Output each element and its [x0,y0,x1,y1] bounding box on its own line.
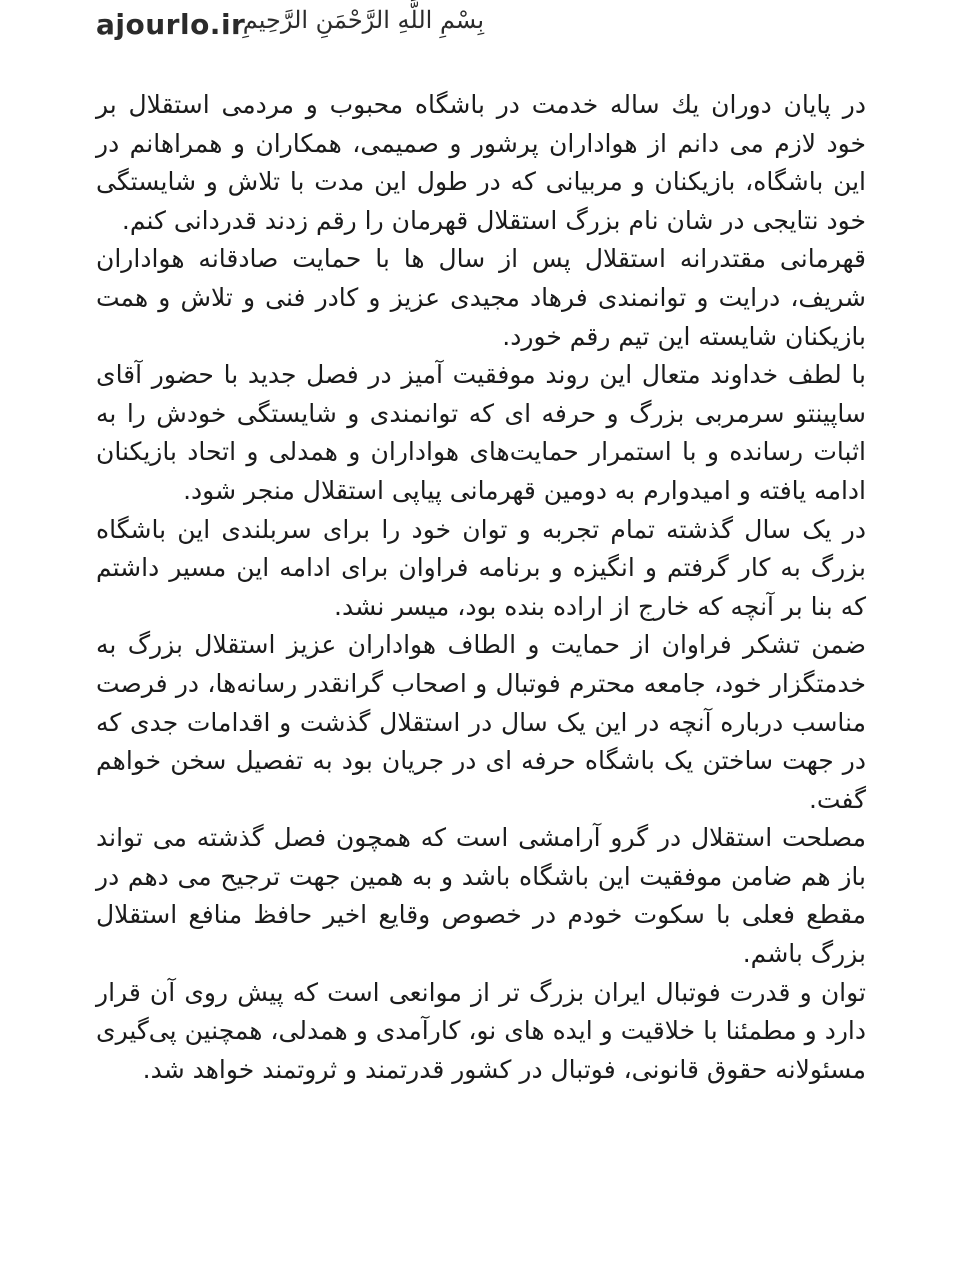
statement-body [96,86,866,1089]
paragraph-1: در پایان دوران یك ساله خدمت در باشگاه محبوب و مردمی استقلال بر خود لازم می دانم از هواداران پرشور و صمیمی، همکاران و همراهانم در این باشگاه، بازیکنان و مربیانی که در طول این مدت با تلاش و شایستگی خود نتایجی در شان نام بزرگ استقلال قهرمان را رقم زدند قدردانی کنم. [96,90,866,235]
paragraph-2: قهرمانی مقتدرانه استقلال پس از سال ها با حمایت صادقانه هواداران شریف، درایت و توانمندی فرهاد مجیدی عزیز و کادر فنی و تلاش و همت بازیکنان شایسته این تیم رقم خورد. [96,244,866,351]
paragraph-5: ضمن تشکر فراوان از حمایت و الطاف هواداران عزیز استقلال بزرگ به خدمتگزار خود، جامعه محترم فوتبال و اصحاب گرانقدر رسانه‌ها، در فرصت مناسب درباره آنچه در این یک سال در استقلال گذشت و اقدامات جدی که در جهت ساختن یک باشگاه حرفه ای در جریان بود به تفصیل سخن خواهم گفت. [96,630,866,814]
paragraph-4: در یک سال گذشته تمام تجربه و توان خود را برای سربلندی این باشگاه بزرگ به کار گرفتم و انگیزه و برنامه فراوان برای ادامه این مسیر داشتم که بنا بر آنچه که خارج از اراده بنده بود، میسر نشد. [96,514,866,621]
paragraph-7: توان و قدرت فوتبال ایران بزرگ تر از موانعی است که پیش روی آن قرار دارد و مطمئنا با خلاقیت و ایده های نو، کارآمدی و همدلی، همچنین پی‌گیری مسئولانه حقوق قانونی، فوتبال در کشور قدرتمند و ثروتمند خواهد شد. [96,977,866,1084]
paragraph-3: با لطف خداوند متعال این روند موفقیت آمیز در فصل جدید با حضور آقای ساپینتو سرمربی بزرگ و حرفه ای که توانمندی و شایستگی خودش را به اثبات رسانده و با استمرار حمایت‌های هواداران و همدلی و اتحاد بازیکنان ادامه یافته و امیدوارم به دومین قهرمانی پیاپی استقلال منجر شود. [96,360,866,505]
page-header [0,0,960,56]
site-watermark: ajourlo.ir [96,8,246,41]
basmala-heading: بِسْمِ اللَّهِ الرَّحْمَنِ الرَّحِيمِ [242,6,484,34]
paragraph-6: مصلحت استقلال در گرو آرامشی است که همچون فصل گذشته می تواند باز هم ضامن موفقیت این باشگاه باشد و به همین جهت ترجیح می دهم در مقطع فعلی با سکوت خودم در خصوص وقایع اخیر حافظ منافع استقلال بزرگ باشم. [96,823,866,969]
